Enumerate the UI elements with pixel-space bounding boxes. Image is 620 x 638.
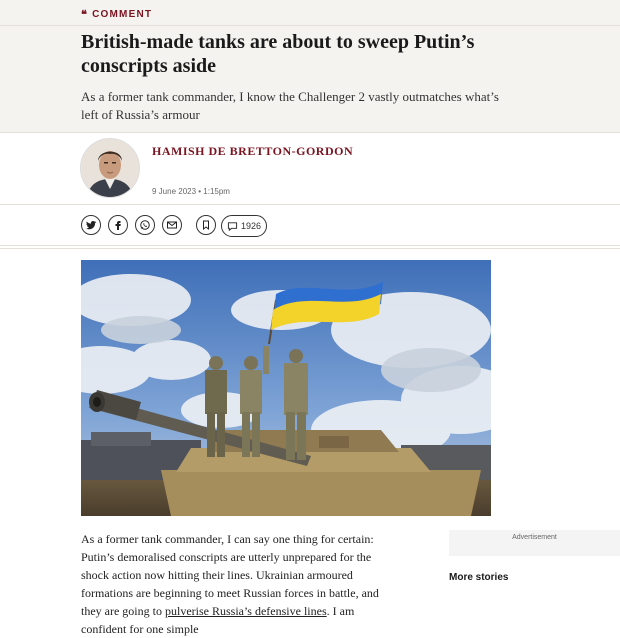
section-kicker[interactable] <box>81 8 152 21</box>
section-label: COMMENT <box>92 9 153 20</box>
byline <box>0 133 620 205</box>
comment-count: 1926 <box>240 221 262 231</box>
share-twitter-button[interactable] <box>81 215 101 235</box>
body-text: As a former tank commander, I can say one thing for certain: Putin’s demoralised conscripts are utterly unprepared for the shock action now hitting their lines. Ukrainian armoured formations are beginning to meet Russian forces in battle, and they are going to <box>81 532 379 618</box>
share-email-button[interactable] <box>162 215 182 235</box>
page-title: British-made tanks are about to sweep Putin’s conscripts aside <box>81 31 475 77</box>
quote-icon: ❝ <box>81 9 89 21</box>
bookmark-button[interactable] <box>196 215 216 235</box>
share-facebook-button[interactable] <box>108 215 128 235</box>
body-text: . I am confident for one simple <box>81 604 355 636</box>
ad-label: Advertisement <box>512 534 557 541</box>
comments-button[interactable] <box>221 215 267 237</box>
more-stories-heading: More stories <box>449 572 509 583</box>
advertisement-slot <box>449 530 620 556</box>
divider <box>0 248 620 249</box>
comment-icon <box>227 221 238 232</box>
article-header <box>0 0 620 133</box>
bookmark-icon <box>200 219 212 231</box>
inline-link[interactable]: pulverise Russia’s defensive lines <box>164 604 327 618</box>
share-whatsapp-button[interactable] <box>135 215 155 235</box>
author-avatar[interactable] <box>80 138 140 198</box>
whatsapp-icon <box>139 219 151 231</box>
facebook-icon <box>112 219 124 231</box>
twitter-icon <box>85 219 97 231</box>
divider <box>0 25 620 26</box>
email-icon <box>166 219 178 231</box>
article-body <box>81 530 381 638</box>
publish-date: 9 June 2023 • 1:15pm <box>152 187 230 196</box>
hero-image[interactable] <box>81 260 491 516</box>
share-bar <box>0 205 620 246</box>
author-name[interactable]: HAMISH DE BRETTON-GORDON <box>152 144 354 158</box>
standfirst: As a former tank commander, I know the Challenger 2 vastly outmatches what’s left of Russia’s armour <box>81 89 499 122</box>
